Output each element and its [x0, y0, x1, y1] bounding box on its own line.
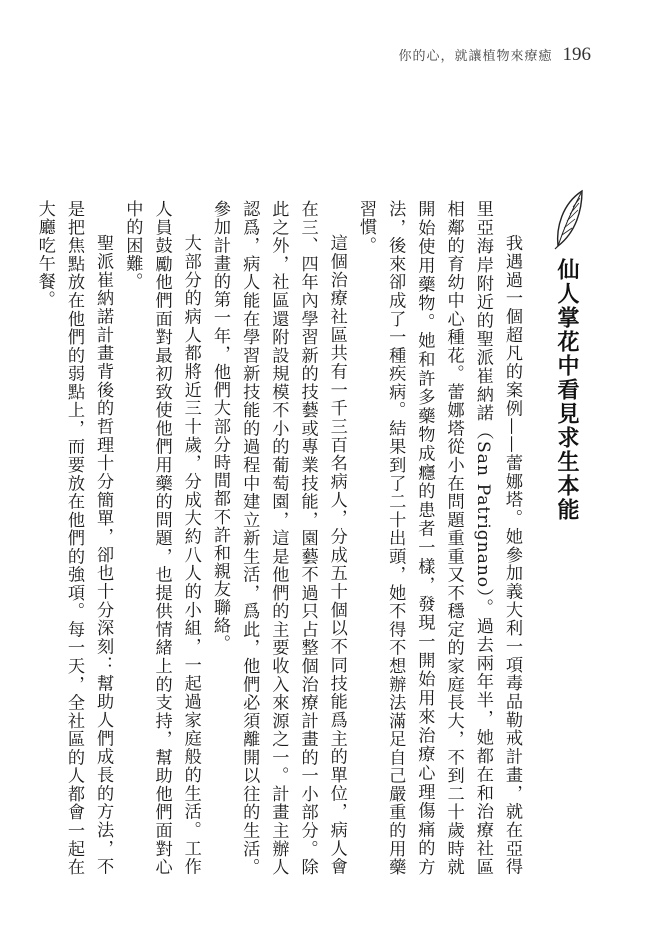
paragraph-3: 大部分的病人都將近三十歲，分成大約八人的小組，一起過家庭般的生活。工作人員鼓勵他們面對最初致使他們用藥的問題，也提供情緒上的支持，幫助他們面對心中的困難。	[122, 200, 201, 876]
page-header	[398, 44, 591, 66]
running-title: 你的心，就讓植物來療癒	[398, 49, 553, 64]
page-number: 196	[562, 44, 591, 65]
paragraph-4: 聖派崔納諾計畫背後的哲理十分簡單，卻也十分深刻：幫助人們成長的方法，不是把焦點放在他們的弱點上，而要放在他們的強項。每一天，全社區的人都會一起在大廳吃午餐。	[34, 200, 114, 876]
leaf-icon	[552, 188, 586, 250]
chapter-title: 仙人掌花中看見求生本能	[554, 258, 580, 522]
body-text	[34, 200, 526, 876]
paragraph-2: 這個治療社區共有一千三百名病人，分成五十個以不同技能爲主的單位，病人會在三、四年內學習新的技藝或專業技能，園藝不過只占整個治療計畫的一小部分。除此之外，社區還附設規模不小的葡萄園，這是他們的主要收入來源之一。計畫主辦人認爲，病人能在學習新技能的過程中建立新生活，爲此，他們必須離開以往的生活。參加計畫的第一年，他們大部分時間都不許和親友聯絡。	[209, 200, 347, 876]
paragraph-1: 我遇過一個超凡的案例——蕾娜塔。她參加義大利一項毒品勒戒計畫，就在亞得里亞海岸附近的聖派崔納諾（San Patrignano）。過去兩年半，她都在和治療社區相鄰的育幼中心種花。蕾娜塔從小在問題重重又不穩定的家庭長大，不到二十歲時就開始使用藥物。她和許多藥物成癮的患者一樣，發現一開始用來治療心理傷痛的方法，後來卻成了一種疾病。結果到了二十出頭，她不得不想辦法滿足自己嚴重的用藥習慣。	[355, 200, 522, 876]
